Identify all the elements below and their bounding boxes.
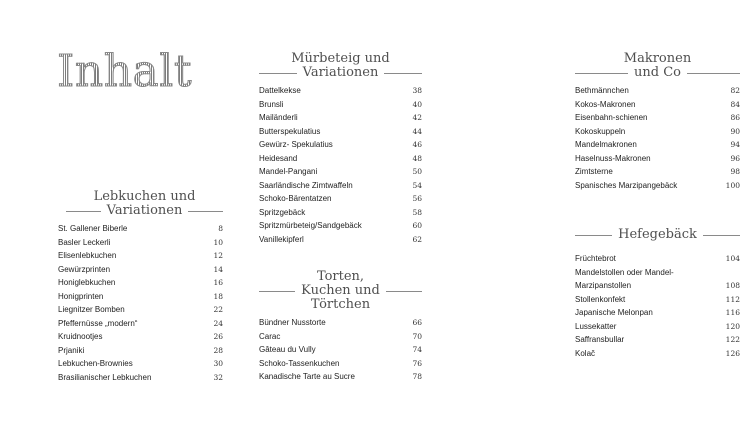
toc-entry <box>259 125 422 139</box>
divider <box>384 73 422 74</box>
divider <box>259 291 295 292</box>
entry-title: Mandelstollen oder Mandel- <box>575 267 674 277</box>
entry-title: Spanisches Marzipangebäck <box>575 180 678 190</box>
toc-entry <box>58 276 223 290</box>
toc-entry <box>58 222 223 236</box>
page-number: 116 <box>725 308 740 317</box>
toc-entry <box>259 165 422 179</box>
toc-entry <box>259 152 422 166</box>
entry-title: Kokoskuppeln <box>575 126 626 136</box>
page-number: 78 <box>412 372 422 381</box>
toc-entry <box>575 111 740 125</box>
section-muerbeteig <box>259 52 422 246</box>
toc-entry <box>259 370 422 384</box>
toc-entry <box>58 303 223 317</box>
page-number: 70 <box>412 331 422 341</box>
entry-title: Mandel-Pangani <box>259 167 318 176</box>
entry-title: Lebkuchen-Brownies <box>58 359 133 368</box>
page-number: 126 <box>725 348 740 358</box>
toc-entry <box>58 317 223 331</box>
page-number: 24 <box>213 318 223 328</box>
toc-entry <box>575 84 740 98</box>
toc-entry <box>575 165 740 179</box>
entry-title: Eisenbahn-schienen <box>575 113 648 122</box>
toc-entry <box>575 125 740 139</box>
toc-entry <box>259 330 422 344</box>
entry-title: Zimtsterne <box>575 167 613 176</box>
section-title: Torten, Kuchen und Törtchen <box>259 270 422 312</box>
toc-list <box>259 84 422 246</box>
page-number: 26 <box>213 332 223 341</box>
toc-entry <box>259 98 422 112</box>
entry-title: Honigprinten <box>58 291 104 301</box>
toc-entry <box>259 192 422 206</box>
divider <box>66 211 101 212</box>
page-number: 32 <box>213 372 223 382</box>
entry-title: Honiglebkuchen <box>58 278 116 287</box>
entry-title: Liegnitzer Bomben <box>58 305 125 314</box>
page-number: 56 <box>412 194 422 203</box>
toc-list <box>575 252 740 360</box>
page-number: 98 <box>730 167 740 176</box>
toc-entry <box>58 357 223 371</box>
page-number: 8 <box>218 224 223 233</box>
section-heading <box>575 228 740 244</box>
page-number: 28 <box>213 345 223 355</box>
toc-entry <box>575 179 740 193</box>
toc-entry <box>259 111 422 125</box>
toc-entry <box>259 233 422 247</box>
section-torten <box>259 270 422 384</box>
section-title: Makronen und Co <box>575 52 740 80</box>
toc-entry <box>575 279 740 293</box>
page-number: 90 <box>730 126 740 136</box>
page-number: 12 <box>213 251 223 260</box>
toc-entry <box>575 333 740 347</box>
page-number: 50 <box>412 167 422 176</box>
page-number: 94 <box>730 140 740 149</box>
divider <box>386 291 422 292</box>
page-number: 108 <box>725 281 740 290</box>
page-number: 10 <box>213 237 223 247</box>
entry-title: Gewürz- Spekulatius <box>259 140 333 149</box>
entry-title: Gâteau du Vully <box>259 345 316 354</box>
entry-title: Elisenlebkuchen <box>58 251 117 260</box>
toc-entry <box>259 219 422 233</box>
toc-entry <box>259 316 422 330</box>
toc-entry <box>58 290 223 304</box>
entry-title: Mailänderli <box>259 113 298 122</box>
divider <box>687 73 740 74</box>
toc-entry <box>575 98 740 112</box>
page-number: 74 <box>412 345 422 354</box>
page-number: 122 <box>725 335 740 344</box>
divider <box>188 211 223 212</box>
entry-title: Vanillekipferl <box>259 234 304 244</box>
toc-entry <box>575 138 740 152</box>
section-hefegebaeck <box>575 228 740 360</box>
page-number: 84 <box>730 99 740 109</box>
entry-title: Schoko-Bärentatzen <box>259 194 332 203</box>
page-number: 40 <box>412 99 422 109</box>
entry-title: Carac <box>259 331 281 341</box>
section-title: Lebkuchen und Variationen <box>58 190 223 218</box>
toc-entry <box>259 84 422 98</box>
toc-entry <box>259 179 422 193</box>
divider <box>259 73 297 74</box>
toc-list <box>259 316 422 384</box>
toc-entry <box>575 306 740 320</box>
toc-entry <box>575 320 740 334</box>
toc-entry <box>259 357 422 371</box>
entry-title: Pfeffernüsse „modern“ <box>58 318 138 328</box>
entry-title: Spritzgebäck <box>259 207 306 217</box>
entry-title: Früchtebrot <box>575 254 616 263</box>
page-number: 44 <box>412 126 422 136</box>
entry-title: Bethmännchen <box>575 86 629 95</box>
entry-title: Dattelkekse <box>259 86 301 95</box>
page-number: 38 <box>412 86 422 95</box>
toc-entry <box>259 343 422 357</box>
toc-list <box>58 222 223 384</box>
section-title: Mürbeteig und Variationen <box>259 52 422 80</box>
toc-list <box>575 84 740 192</box>
page-number: 22 <box>213 305 223 314</box>
page-number: 42 <box>412 113 422 122</box>
page-number: 112 <box>725 294 740 304</box>
entry-title: Prjaniki <box>58 345 85 355</box>
entry-title: Mandelmakronen <box>575 140 637 149</box>
toc-entry <box>58 249 223 263</box>
page-number: 46 <box>412 140 422 149</box>
toc-entry <box>58 330 223 344</box>
divider <box>575 235 612 236</box>
entry-title: Kruidnootjes <box>58 332 103 341</box>
divider <box>575 73 628 74</box>
page-title: Inhalt <box>57 46 193 97</box>
section-heading <box>259 52 422 80</box>
page-number: 54 <box>412 180 422 190</box>
entry-title: Saarländische Zimtwaffeln <box>259 180 353 190</box>
entry-title: St. Gallener Biberle <box>58 224 128 233</box>
section-lebkuchen <box>58 190 223 384</box>
page-number: 14 <box>213 264 223 274</box>
entry-title: Kanadische Tarte au Sucre <box>259 372 355 381</box>
page-number: 62 <box>412 234 422 244</box>
page-number: 86 <box>730 113 740 122</box>
page-number: 100 <box>725 180 740 190</box>
entry-title: Marzipanstollen <box>575 281 632 290</box>
entry-title: Japanische Melonpan <box>575 308 653 317</box>
entry-title: Spritzmürbeteig/Sandgebäck <box>259 221 362 230</box>
page-number: 82 <box>730 86 740 95</box>
entry-title: Saffransbullar <box>575 335 625 344</box>
entry-title: Bündner Nusstorte <box>259 318 326 327</box>
entry-title: Lussekatter <box>575 321 617 331</box>
page-number: 18 <box>213 291 223 301</box>
entry-title: Kokos-Makronen <box>575 99 636 109</box>
toc-entry <box>575 347 740 361</box>
toc-entry <box>575 293 740 307</box>
page-number: 104 <box>725 254 740 263</box>
entry-title: Stollenkonfekt <box>575 294 626 304</box>
page-number: 16 <box>213 278 223 287</box>
entry-title: Brasilianischer Lebkuchen <box>58 372 152 382</box>
section-heading <box>575 52 740 80</box>
entry-title: Haselnuss-Makronen <box>575 153 651 163</box>
toc-entry <box>575 252 740 266</box>
section-heading <box>259 270 422 312</box>
section-heading <box>58 190 223 218</box>
entry-title: Heidesand <box>259 153 298 163</box>
section-title: Hefegebäck <box>575 228 740 242</box>
toc-entry <box>575 266 740 280</box>
page-number: 96 <box>730 153 740 163</box>
divider <box>703 235 740 236</box>
page-number: 60 <box>412 221 422 230</box>
toc-entry <box>575 152 740 166</box>
page-number: 76 <box>412 358 422 368</box>
toc-entry <box>58 371 223 385</box>
entry-title: Gewürzprinten <box>58 264 111 274</box>
entry-title: Basler Leckerli <box>58 237 111 247</box>
toc-entry <box>259 138 422 152</box>
toc-entry <box>259 206 422 220</box>
entry-title: Brunsli <box>259 99 284 109</box>
section-makronen <box>575 52 740 192</box>
page-number: 30 <box>213 359 223 368</box>
page-number: 48 <box>412 153 422 163</box>
entry-title: Kolač <box>575 348 596 358</box>
toc-entry <box>58 263 223 277</box>
page-number: 58 <box>412 207 422 217</box>
page-number: 66 <box>412 318 422 327</box>
entry-title: Butterspekulatius <box>259 126 321 136</box>
toc-entry <box>58 344 223 358</box>
toc-entry <box>58 236 223 250</box>
entry-title: Schoko-Tassenkuchen <box>259 358 340 368</box>
page-number: 120 <box>725 321 740 331</box>
